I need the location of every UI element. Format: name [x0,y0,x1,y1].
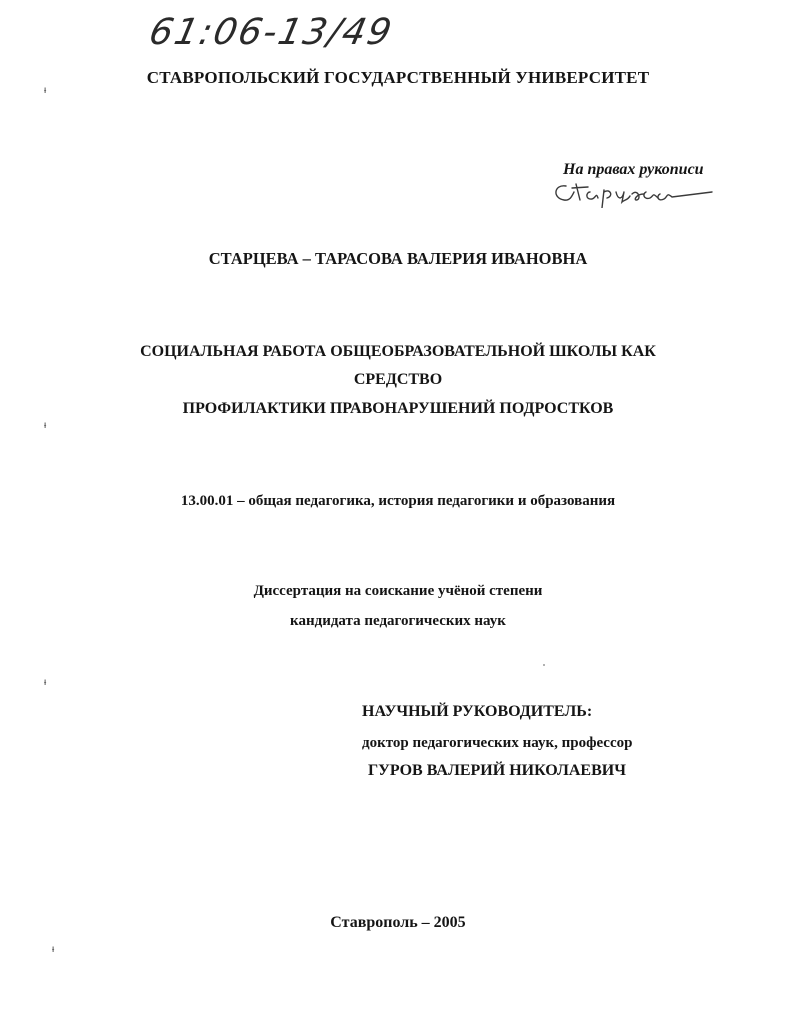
signature-image [552,178,722,208]
supervisor-credentials: доктор педагогических наук, профессор [362,735,633,751]
place-year: Ставрополь – 2005 [330,914,466,931]
scan-speck [543,664,545,666]
supervisor-heading: НАУЧНЫЙ РУКОВОДИТЕЛЬ: [362,703,593,720]
archive-number: 61:06-13/49 [145,12,397,53]
scan-mark-4: ᵼ [52,944,55,955]
scan-mark-2: ᵼ [44,420,47,431]
author-name: СТАРЦЕВА – ТАРАСОВА ВАЛЕРИЯ ИВАНОВНА [208,249,588,268]
signature-stroke [556,184,712,208]
degree-line-2: кандидата педагогических наук [290,613,506,629]
degree-line-1: Диссертация на соискание учёной степени [253,583,543,599]
manuscript-rights: На правах рукописи [563,161,704,178]
scan-mark-3: ᵼ [44,677,47,688]
title-line-3: ПРОФИЛАКТИКИ ПРАВОНАРУШЕНИЙ ПОДРОСТКОВ [182,400,614,417]
title-line-2: СРЕДСТВО [353,371,443,388]
title-line-1: СОЦИАЛЬНАЯ РАБОТА ОБЩЕОБРАЗОВАТЕЛЬНОЙ ШКОЛЫ КАК [140,343,656,360]
specialty-code: 13.00.01 – общая педагогика, история педагогики и образования [180,493,616,509]
university-name: СТАВРОПОЛЬСКИЙ ГОСУДАРСТВЕННЫЙ УНИВЕРСИТЕТ [146,68,650,87]
supervisor-name: ГУРОВ ВАЛЕРИЙ НИКОЛАЕВИЧ [368,762,626,779]
scan-mark-1: ᵼ [44,85,47,96]
